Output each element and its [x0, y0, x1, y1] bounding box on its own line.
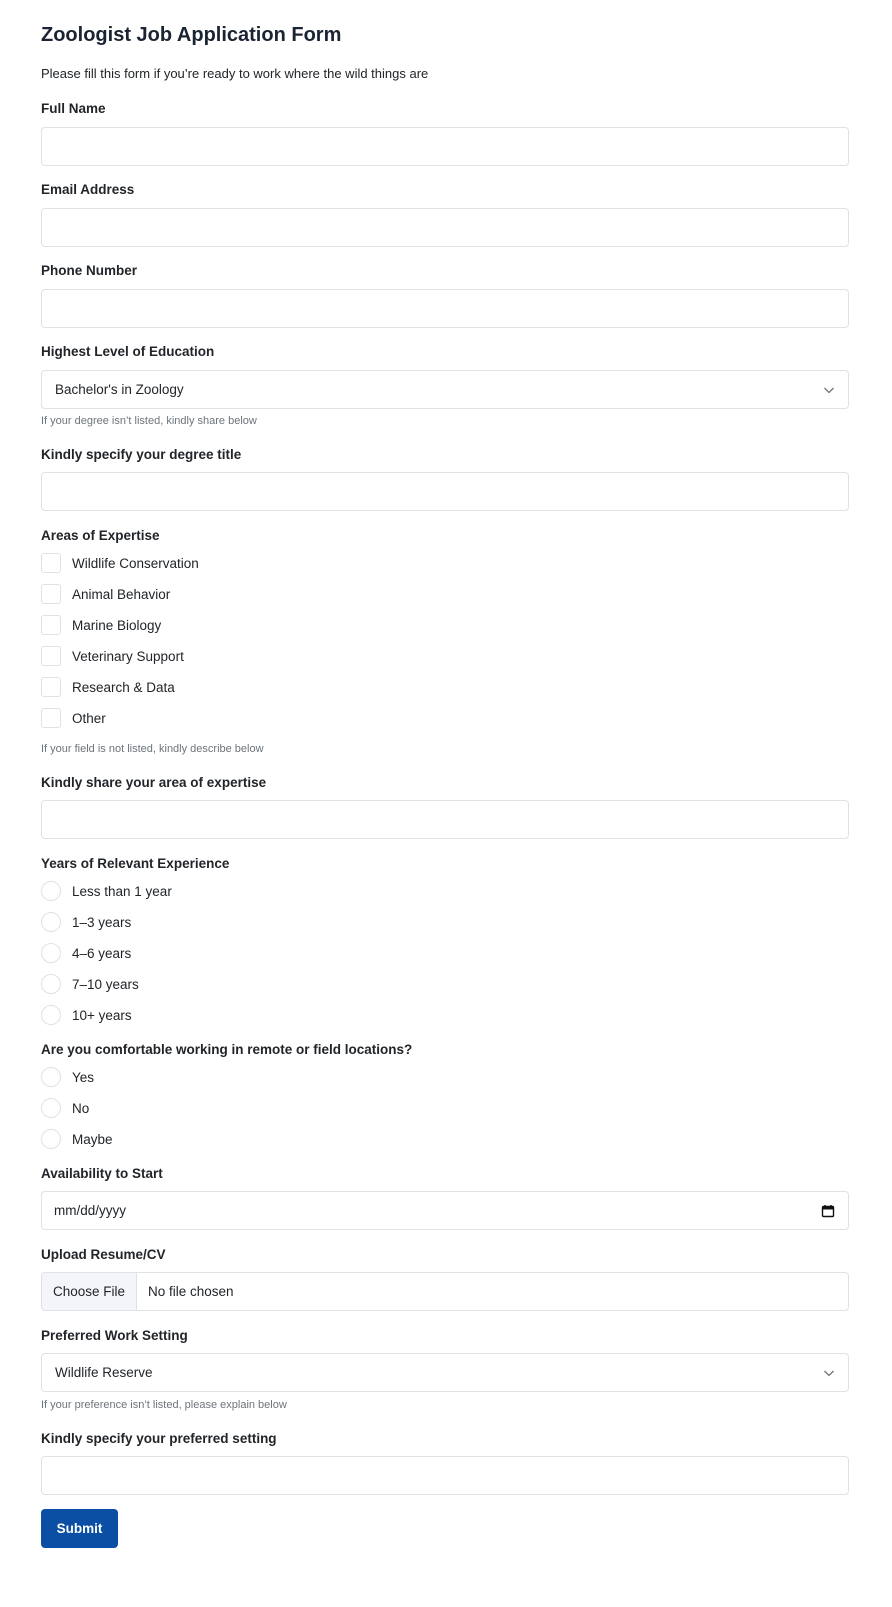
expertise-option[interactable] [41, 584, 170, 604]
radio-button[interactable] [41, 974, 61, 994]
radio-button[interactable] [41, 1129, 61, 1149]
expertise-option-label: Animal Behavior [72, 586, 171, 602]
education-selected-value: Bachelor's in Zoology [55, 382, 184, 397]
expertise-option-label: Veterinary Support [72, 648, 184, 664]
setting-other-label: Kindly specify your preferred setting [41, 1431, 277, 1446]
page-title: Zoologist Job Application Form [41, 24, 342, 46]
email-input[interactable] [41, 208, 849, 247]
remote-label: Are you comfortable working in remote or field locations? [41, 1042, 413, 1057]
expertise-option[interactable] [41, 708, 106, 728]
form-subtitle: Please fill this form if you’re ready to work where the wild things are [41, 66, 429, 81]
expertise-other-label: Kindly share your area of expertise [41, 775, 267, 790]
expertise-option-label: Other [72, 710, 106, 726]
availability-date-input[interactable] [41, 1191, 849, 1230]
expertise-option[interactable] [41, 646, 184, 666]
work-setting-selected-value: Wildlife Reserve [55, 1365, 153, 1380]
remote-option[interactable] [41, 1098, 89, 1118]
expertise-option-label: Marine Biology [72, 617, 162, 633]
phone-label: Phone Number [41, 263, 138, 278]
checkbox[interactable] [41, 677, 61, 697]
education-help-text: If your degree isn’t listed, kindly share below [41, 415, 257, 427]
experience-option[interactable] [41, 881, 172, 901]
checkbox[interactable] [41, 553, 61, 573]
checkbox[interactable] [41, 708, 61, 728]
degree-title-label: Kindly specify your degree title [41, 447, 242, 462]
checkbox[interactable] [41, 646, 61, 666]
radio-button[interactable] [41, 912, 61, 932]
remote-option[interactable] [41, 1129, 113, 1149]
phone-input[interactable] [41, 289, 849, 328]
experience-option[interactable] [41, 943, 131, 963]
submit-button[interactable]: Submit [41, 1509, 118, 1548]
education-select[interactable] [41, 370, 849, 409]
chevron-down-icon [823, 1367, 835, 1379]
remote-option-label: Yes [72, 1069, 95, 1085]
resume-file-input[interactable] [41, 1272, 849, 1311]
experience-option[interactable] [41, 912, 131, 932]
calendar-icon[interactable] [821, 1204, 835, 1218]
work-setting-help-text: If your preference isn’t listed, please explain below [41, 1399, 287, 1411]
resume-label: Upload Resume/CV [41, 1247, 166, 1262]
radio-button[interactable] [41, 943, 61, 963]
experience-option-label: 4–6 years [72, 945, 132, 961]
degree-title-input[interactable] [41, 472, 849, 511]
full-name-input[interactable] [41, 127, 849, 166]
remote-option[interactable] [41, 1067, 94, 1087]
work-setting-select[interactable] [41, 1353, 849, 1392]
expertise-option[interactable] [41, 615, 161, 635]
checkbox[interactable] [41, 584, 61, 604]
radio-button[interactable] [41, 881, 61, 901]
education-label: Highest Level of Education [41, 344, 215, 359]
checkbox[interactable] [41, 615, 61, 635]
full-name-label: Full Name [41, 101, 106, 116]
experience-option-label: Less than 1 year [72, 883, 172, 899]
experience-option[interactable] [41, 1005, 132, 1025]
date-placeholder: mm/dd/yyyy [54, 1203, 127, 1218]
experience-option[interactable] [41, 974, 139, 994]
radio-button[interactable] [41, 1067, 61, 1087]
experience-option-label: 10+ years [72, 1007, 132, 1023]
work-setting-label: Preferred Work Setting [41, 1328, 188, 1343]
expertise-label: Areas of Expertise [41, 528, 160, 543]
expertise-option[interactable] [41, 677, 175, 697]
expertise-other-input[interactable] [41, 800, 849, 839]
expertise-option-label: Research & Data [72, 679, 175, 695]
experience-option-label: 7–10 years [72, 976, 139, 992]
radio-button[interactable] [41, 1005, 61, 1025]
choose-file-button[interactable]: Choose File [42, 1273, 137, 1310]
experience-option-label: 1–3 years [72, 914, 132, 930]
expertise-option[interactable] [41, 553, 199, 573]
email-label: Email Address [41, 182, 135, 197]
experience-label: Years of Relevant Experience [41, 856, 230, 871]
remote-option-label: No [72, 1100, 90, 1116]
remote-option-label: Maybe [72, 1131, 113, 1147]
availability-label: Availability to Start [41, 1166, 163, 1181]
expertise-help-text: If your field is not listed, kindly describe below [41, 743, 264, 755]
chevron-down-icon [823, 384, 835, 396]
expertise-option-label: Wildlife Conservation [72, 555, 199, 571]
file-status-text: No file chosen [148, 1284, 234, 1299]
setting-other-input[interactable] [41, 1456, 849, 1495]
radio-button[interactable] [41, 1098, 61, 1118]
